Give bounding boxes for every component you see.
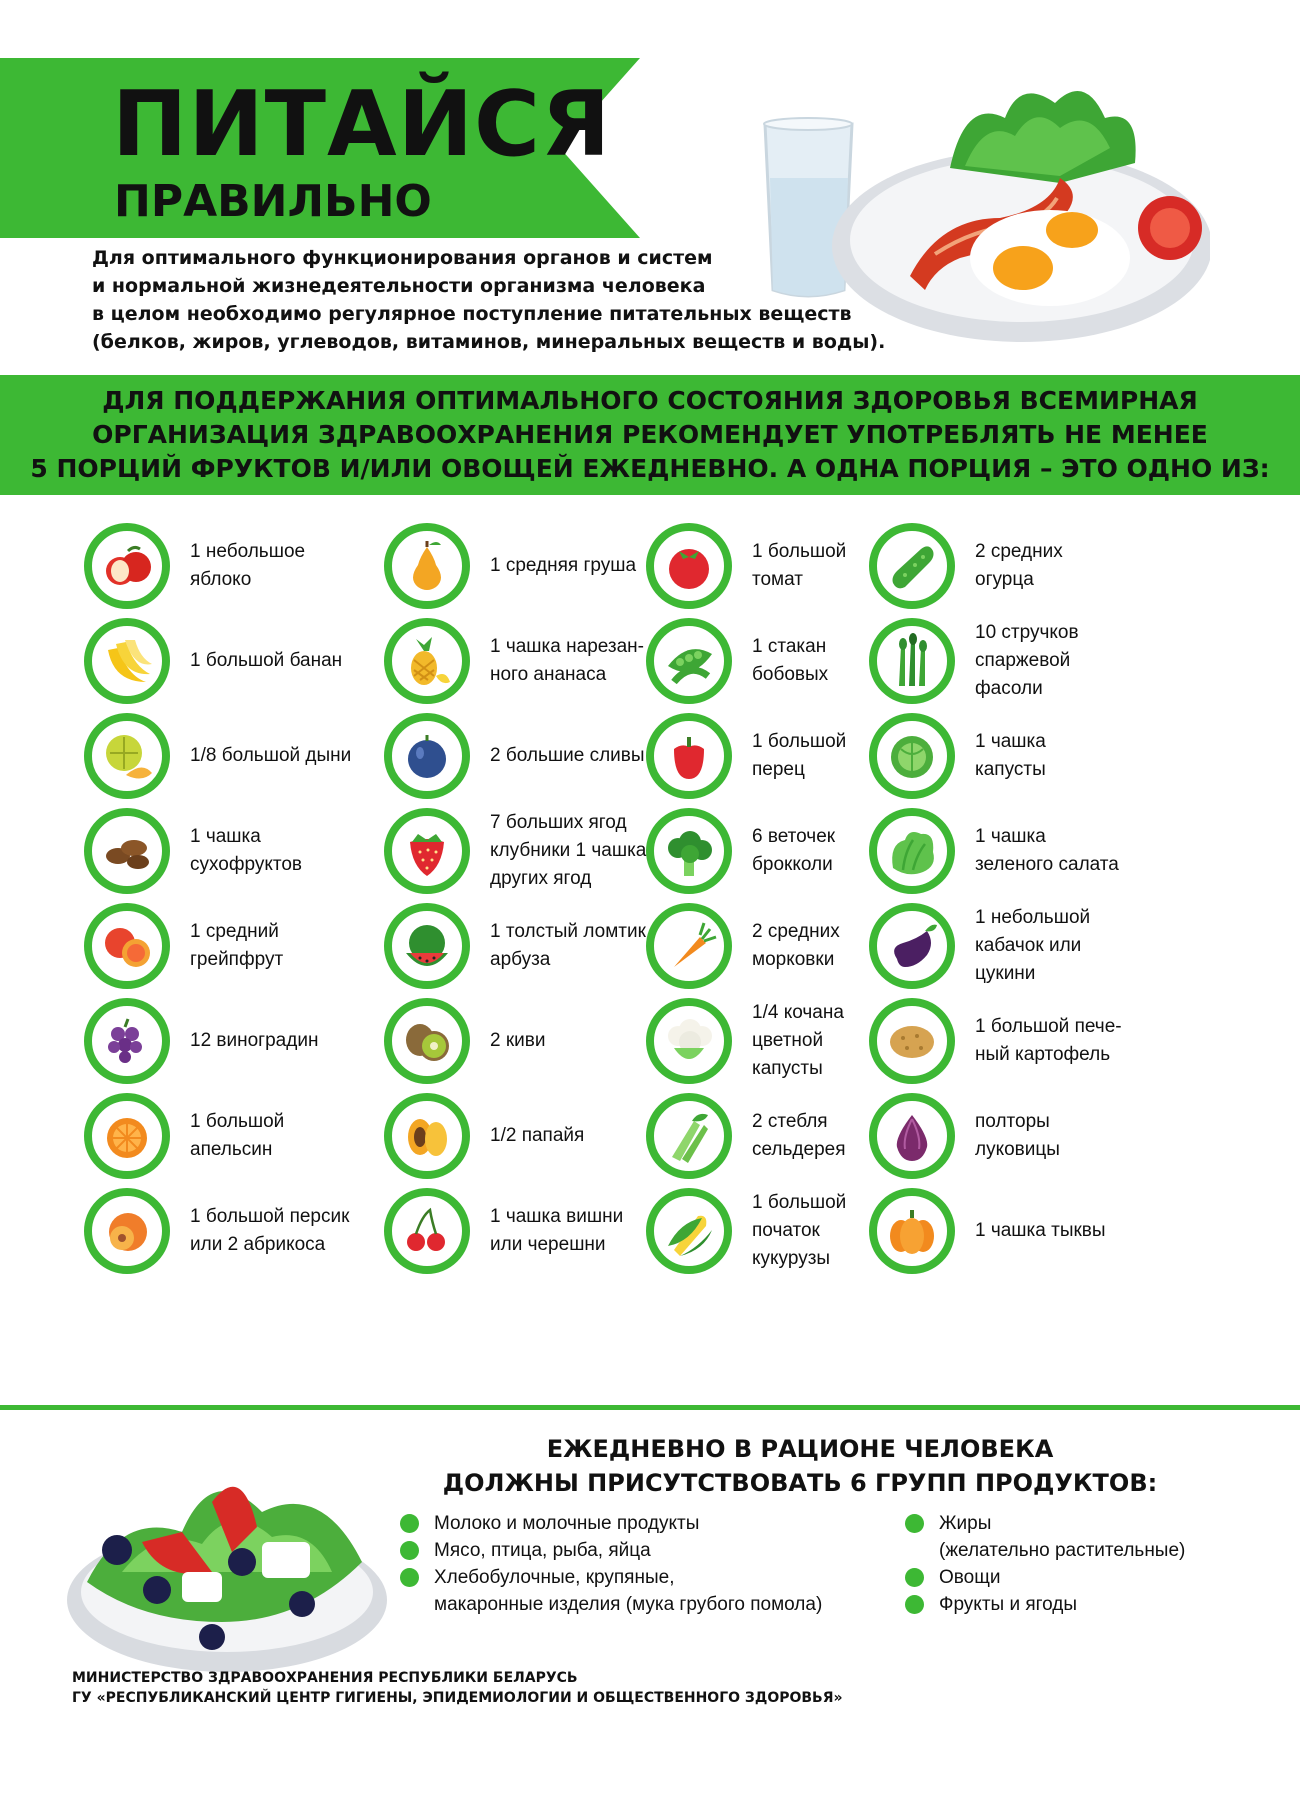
- dried-fruit-icon: [84, 808, 170, 894]
- portion-label: 1 большой початок кукурузы: [752, 1192, 847, 1269]
- portion-item: [80, 988, 390, 1094]
- portion-item: [865, 608, 1175, 714]
- portion-item: [865, 988, 1175, 1094]
- fried-egg-icon: [970, 210, 1130, 306]
- portion-label: 2 большие сливы: [490, 745, 645, 766]
- portion-label: 1 чашка вишни или черешни: [490, 1206, 624, 1255]
- portion-label: 1 большой банан: [190, 650, 343, 671]
- portion-item: [865, 893, 1175, 999]
- portion-label: 1 большой томат: [752, 541, 847, 590]
- portion-item: [865, 798, 1175, 904]
- list-item: Молоко и молочные продукты: [400, 1510, 822, 1537]
- broccoli-icon: [646, 808, 732, 894]
- portion-label: 2 средних морковки: [752, 921, 840, 970]
- bullet-icon: [400, 1541, 419, 1560]
- breakfast-illustration: [760, 58, 1210, 348]
- bullet-icon: [905, 1514, 924, 1533]
- salad-illustration: [62, 1432, 392, 1677]
- groups-title: ЕЖЕДНЕВНО В РАЦИОНЕ ЧЕЛОВЕКА ДОЛЖНЫ ПРИСУТСТВОВАТЬ 6 ГРУПП ПРОДУКТОВ:: [442, 1435, 1158, 1497]
- portion-label: 1 чашка капусты: [975, 731, 1046, 780]
- pineapple-icon: [384, 618, 470, 704]
- intro-text: Для оптимального функционирования органов и систем и нормальной жизнедеятельности организма человека в целом необходимо регулярное поступление питательных веществ (белков, жиров, углеводов, витаминов, минеральных веществ и воды).: [92, 247, 886, 353]
- portion-label: 1 чашка зеленого салата: [975, 826, 1119, 875]
- portion-label: 1 стакан бобовых: [752, 636, 829, 685]
- page-subtitle: ПРАВИЛЬНО: [114, 176, 432, 227]
- grapefruit-icon: [84, 903, 170, 989]
- tomato-icon: [646, 523, 732, 609]
- melon-icon: [84, 713, 170, 799]
- cabbage-icon: [869, 713, 955, 799]
- portion-label: 1 небольшой кабачок или цукини: [975, 907, 1091, 984]
- portion-item: [865, 703, 1175, 809]
- plum-icon: [384, 713, 470, 799]
- portion-label: 1 небольшое яблоко: [190, 541, 306, 590]
- celery-icon: [646, 1093, 732, 1179]
- list-item: Хлебобулочные, крупяные, макаронные изделия (мука грубого помола): [400, 1564, 822, 1618]
- strawberry-icon: [384, 808, 470, 894]
- portion-label: 6 веточек брокколи: [752, 826, 836, 875]
- portion-item: [80, 1178, 390, 1284]
- portion-label: 1 большой перец: [752, 731, 847, 780]
- eggplant-icon: [869, 903, 955, 989]
- pumpkin-icon: [869, 1188, 955, 1274]
- portion-label: 1/4 кочана цветной капусты: [752, 1002, 844, 1079]
- list-item: Фрукты и ягоды: [905, 1591, 1185, 1618]
- portion-item: [80, 798, 390, 904]
- footer: МИНИСТЕРСТВО ЗДРАВООХРАНЕНИЯ РЕСПУБЛИКИ БЕЛАРУСЬ ГУ «РЕСПУБЛИКАНСКИЙ ЦЕНТР ГИГИЕНЫ, ЭПИДЕМИОЛОГИИ И ОБЩЕСТВЕННОГО ЗДОРОВЬЯ»: [72, 1670, 843, 1706]
- grapes-icon: [84, 998, 170, 1084]
- cucumber-icon: [869, 523, 955, 609]
- portion-label: 10 стручков спаржевой фасоли: [975, 622, 1079, 699]
- portion-label: 1 толстый ломтик арбуза: [490, 921, 646, 970]
- potato-icon: [869, 998, 955, 1084]
- portion-label: 1 средняя груша: [490, 555, 637, 576]
- portion-label: 1 большой апельсин: [190, 1111, 285, 1160]
- who-recommendation-band: ДЛЯ ПОДДЕРЖАНИЯ ОПТИМАЛЬНОГО СОСТОЯНИЯ ЗДОРОВЬЯ ВСЕМИРНАЯ ОРГАНИЗАЦИЯ ЗДРАВООХРАНЕНИЯ РЕКОМЕНДУЕТ УПОТРЕБЛЯТЬ НЕ МЕНЕЕ 5 ПОРЦИЙ ФРУКТОВ И/ИЛИ ОВОЩЕЙ ЕЖЕДНЕВНО. А ОДНА ПОРЦИЯ – ЭТО ОДНО ИЗ:: [0, 375, 1300, 495]
- lettuce-icon: [950, 91, 1136, 183]
- corn-icon: [646, 1188, 732, 1274]
- portion-label: 7 больших ягод клубники 1 чашка других ягод: [490, 812, 647, 889]
- portion-item: [80, 703, 390, 809]
- portion-label: 2 средних огурца: [975, 541, 1063, 590]
- food-groups-list-left: [400, 1510, 822, 1618]
- portion-label: 2 стебля сельдерея: [752, 1111, 846, 1160]
- portion-label: 1/2 папайя: [490, 1125, 585, 1146]
- portion-label: 1 чашка нарезан- ного ананаса: [490, 636, 645, 685]
- portion-label: 1 чашка тыквы: [975, 1220, 1106, 1241]
- bullet-icon: [400, 1568, 419, 1587]
- portion-label: 12 виноградин: [190, 1030, 319, 1051]
- papaya-icon: [384, 1093, 470, 1179]
- tomato-slice-icon: [1138, 196, 1202, 260]
- kiwi-icon: [384, 998, 470, 1084]
- portion-label: 1 большой персик или 2 абрикоса: [190, 1206, 350, 1255]
- watermelon-icon: [384, 903, 470, 989]
- portion-label: 1/8 большой дыни: [190, 745, 352, 766]
- page-title: ПИТАЙСЯ: [112, 72, 612, 177]
- portion-item: [865, 513, 1175, 619]
- pepper-icon: [646, 713, 732, 799]
- asparagus-icon: [869, 618, 955, 704]
- bullet-icon: [905, 1595, 924, 1614]
- food-groups-list-right: [905, 1510, 1185, 1618]
- cauliflower-icon: [646, 998, 732, 1084]
- portions-grid: [80, 513, 1290, 1393]
- banana-icon: [84, 618, 170, 704]
- apple-icon: [84, 523, 170, 609]
- list-item: Мясо, птица, рыба, яйца: [400, 1537, 822, 1564]
- portion-label: 1 большой пече- ный картофель: [975, 1016, 1122, 1065]
- portion-item: [865, 1178, 1175, 1284]
- pea-pod-icon: [646, 618, 732, 704]
- portion-item: [80, 608, 390, 714]
- onion-icon: [869, 1093, 955, 1179]
- portion-label: полторы луковицы: [975, 1111, 1060, 1160]
- pear-icon: [384, 523, 470, 609]
- peach-icon: [84, 1188, 170, 1274]
- bullet-icon: [400, 1514, 419, 1533]
- portion-item: [80, 893, 390, 999]
- list-item: Жиры (желательно растительные): [905, 1510, 1185, 1564]
- section-divider: [0, 1405, 1300, 1410]
- portion-item: [80, 513, 390, 619]
- portion-item: [80, 1083, 390, 1189]
- cherry-icon: [384, 1188, 470, 1274]
- portion-label: 1 чашка сухофруктов: [190, 826, 303, 875]
- orange-icon: [84, 1093, 170, 1179]
- portion-label: 1 средний грейпфрут: [190, 921, 284, 970]
- carrot-icon: [646, 903, 732, 989]
- bullet-icon: [905, 1568, 924, 1587]
- portion-item: [865, 1083, 1175, 1189]
- portion-label: 2 киви: [490, 1030, 546, 1051]
- lettuce-icon: [869, 808, 955, 894]
- list-item: Овощи: [905, 1564, 1185, 1591]
